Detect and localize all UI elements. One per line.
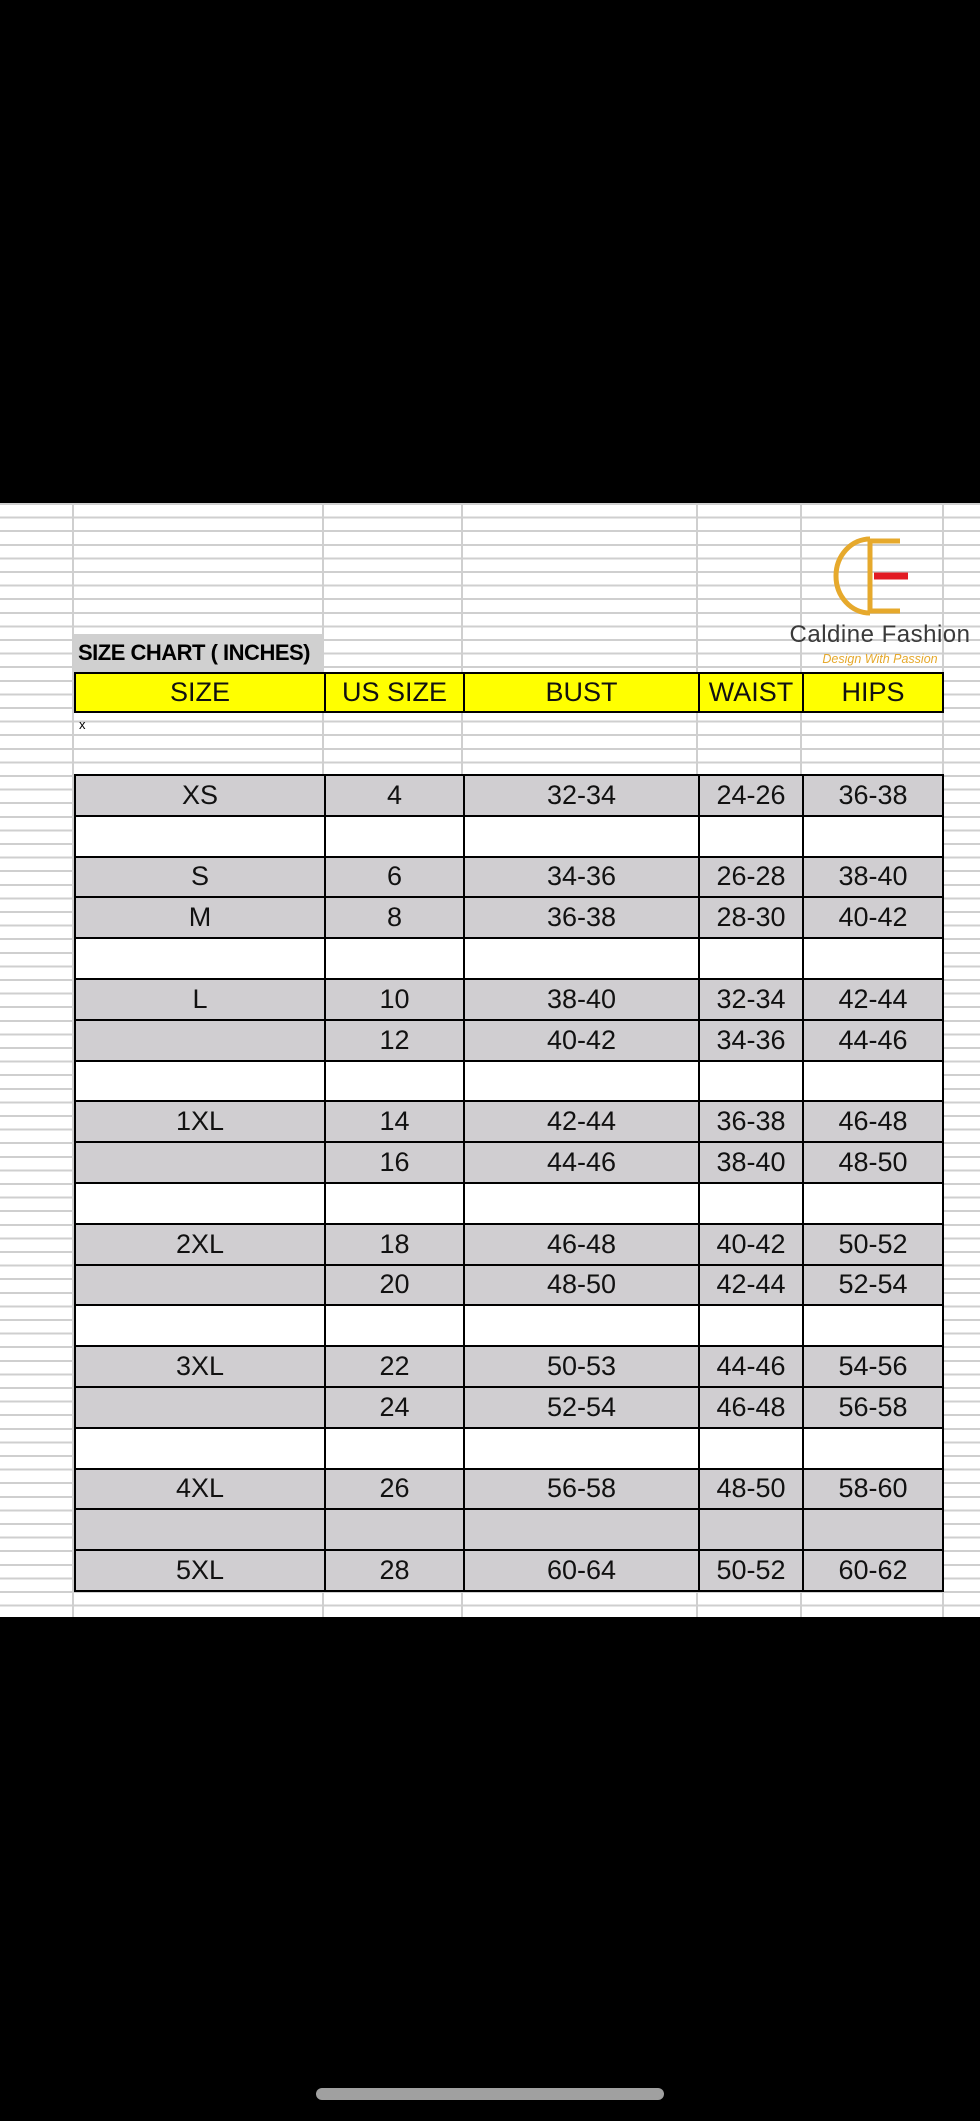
cell-size: 4XL <box>76 1470 326 1509</box>
cell-waist <box>700 817 804 856</box>
cell-size: L <box>76 980 326 1019</box>
cell-waist <box>700 1429 804 1468</box>
cell-hips <box>804 1184 942 1223</box>
cell-hips: 48-50 <box>838 1147 908 1178</box>
table-row <box>76 1225 942 1266</box>
cell-bust <box>465 1510 700 1549</box>
cell-size <box>76 1429 326 1468</box>
cell-bust: 50-53 <box>465 1347 700 1386</box>
brand-name: Caldine Fashion <box>789 621 971 648</box>
cell-hips: 38-40 <box>838 861 908 892</box>
table-row <box>76 1021 942 1062</box>
blank-row <box>76 817 942 858</box>
cell-size <box>76 1510 326 1549</box>
stray-cell-mark: x <box>79 717 86 732</box>
cell-size <box>76 1184 326 1223</box>
cell-bust: 48-50 <box>465 1266 700 1305</box>
table-row <box>76 1510 942 1551</box>
cell-bust <box>465 1306 700 1345</box>
cell-hips <box>804 817 942 856</box>
table-row <box>76 1143 942 1184</box>
cell-bust <box>465 939 700 978</box>
cell-us-size: 18 <box>326 1225 465 1264</box>
cell-size <box>76 1266 326 1305</box>
cell-us-size: 10 <box>326 980 465 1019</box>
blank-row <box>76 1306 942 1347</box>
cell-us-size <box>326 1429 465 1468</box>
cell-us-size: 6 <box>326 858 465 897</box>
cell-us-size <box>326 817 465 856</box>
cell-size: 5XL <box>76 1551 326 1590</box>
cell-size <box>76 1306 326 1345</box>
cell-bust: 42-44 <box>465 1102 700 1141</box>
cell-hips <box>804 1429 942 1468</box>
cell-bust: 34-36 <box>465 858 700 897</box>
chart-title: SIZE CHART ( INCHES) <box>74 634 324 672</box>
cell-us-size: 22 <box>326 1347 465 1386</box>
cell-waist: 50-52 <box>700 1551 804 1590</box>
cell-size: 3XL <box>76 1347 326 1386</box>
cell-waist: 24-26 <box>700 776 804 815</box>
cell-bust: 46-48 <box>465 1225 700 1264</box>
cell-size: S <box>76 858 326 897</box>
cell-waist: 48-50 <box>700 1470 804 1509</box>
table-row <box>76 1266 942 1307</box>
cell-bust: 32-34 <box>465 776 700 815</box>
cell-waist: 38-40 <box>700 1143 804 1182</box>
table-row <box>76 1470 942 1511</box>
blank-row <box>76 1429 942 1470</box>
cell-hips <box>804 1306 942 1345</box>
table-row <box>76 858 942 899</box>
cell-size <box>76 1021 326 1060</box>
cell-us-size: 4 <box>326 776 465 815</box>
cell-us-size: 20 <box>326 1266 465 1305</box>
cell-bust: 36-38 <box>465 898 700 937</box>
cell-size: M <box>76 898 326 937</box>
cell-waist: 36-38 <box>700 1102 804 1141</box>
blank-row <box>76 1062 942 1103</box>
cell-hips: 58-60 <box>838 1473 908 1504</box>
cell-waist: 32-34 <box>700 980 804 1019</box>
cell-waist <box>700 1510 804 1549</box>
table-row <box>76 776 942 817</box>
cell-waist <box>700 1306 804 1345</box>
cell-size: 1XL <box>76 1102 326 1141</box>
cell-us-size: 14 <box>326 1102 465 1141</box>
cell-bust <box>465 817 700 856</box>
cell-hips: 44-46 <box>838 1024 908 1055</box>
home-indicator[interactable] <box>316 2088 664 2100</box>
table-row <box>76 898 942 939</box>
cell-hips: 36-38 <box>838 779 908 810</box>
cell-waist: 46-48 <box>700 1388 804 1427</box>
cell-bust: 56-58 <box>465 1470 700 1509</box>
cell-size <box>76 1143 326 1182</box>
cell-hips <box>804 1510 942 1549</box>
header-waist: WAIST <box>700 674 804 711</box>
cell-us-size <box>326 939 465 978</box>
brand-tagline: Design With Passion <box>822 652 938 666</box>
cell-size: 2XL <box>76 1225 326 1264</box>
cell-waist <box>700 1062 804 1101</box>
table-row <box>76 980 942 1021</box>
blank-row <box>76 1184 942 1225</box>
header-bust: BUST <box>465 674 700 711</box>
cell-bust <box>465 1062 700 1101</box>
cell-waist: 42-44 <box>700 1266 804 1305</box>
size-table <box>74 774 944 1592</box>
cell-bust <box>465 1184 700 1223</box>
cell-hips: 50-52 <box>838 1228 908 1259</box>
cell-us-size: 16 <box>326 1143 465 1182</box>
cell-us-size: 26 <box>326 1470 465 1509</box>
cell-hips <box>804 939 942 978</box>
cell-us-size: 28 <box>326 1551 465 1590</box>
header-us-size: US SIZE <box>326 674 465 711</box>
cell-waist: 34-36 <box>700 1021 804 1060</box>
cell-bust: 44-46 <box>465 1143 700 1182</box>
cell-size: XS <box>76 776 326 815</box>
brand-logo <box>780 531 980 671</box>
cell-waist: 26-28 <box>700 858 804 897</box>
table-row <box>76 1551 942 1592</box>
header-size: SIZE <box>76 674 326 711</box>
cell-waist <box>700 1184 804 1223</box>
cell-hips: 46-48 <box>838 1106 908 1137</box>
cell-waist: 28-30 <box>700 898 804 937</box>
cell-bust: 60-64 <box>465 1551 700 1590</box>
cell-hips: 54-56 <box>838 1351 908 1382</box>
cell-us-size <box>326 1184 465 1223</box>
cell-bust: 52-54 <box>465 1388 700 1427</box>
table-header-row <box>74 672 944 713</box>
cell-us-size: 8 <box>326 898 465 937</box>
cell-waist: 40-42 <box>700 1225 804 1264</box>
cell-bust <box>465 1429 700 1468</box>
cell-us-size: 24 <box>326 1388 465 1427</box>
table-row <box>76 1388 942 1429</box>
cell-hips: 40-42 <box>838 902 908 933</box>
caldine-logo-icon <box>830 531 910 621</box>
cell-size <box>76 1062 326 1101</box>
cell-us-size: 12 <box>326 1021 465 1060</box>
cell-us-size <box>326 1062 465 1101</box>
cell-size <box>76 817 326 856</box>
table-row <box>76 1347 942 1388</box>
cell-size <box>76 939 326 978</box>
cell-us-size <box>326 1510 465 1549</box>
cell-hips: 42-44 <box>838 983 908 1014</box>
cell-hips: 52-54 <box>838 1269 908 1300</box>
cell-waist <box>700 939 804 978</box>
cell-waist: 44-46 <box>700 1347 804 1386</box>
cell-hips: 60-62 <box>838 1555 908 1586</box>
table-row <box>76 1102 942 1143</box>
cell-hips <box>804 1062 942 1101</box>
blank-row <box>76 939 942 980</box>
cell-size <box>76 1388 326 1427</box>
header-hips: HIPS <box>841 677 905 707</box>
spreadsheet-image <box>0 503 980 1617</box>
cell-hips: 56-58 <box>838 1391 908 1422</box>
cell-bust: 38-40 <box>465 980 700 1019</box>
cell-bust: 40-42 <box>465 1021 700 1060</box>
cell-us-size <box>326 1306 465 1345</box>
